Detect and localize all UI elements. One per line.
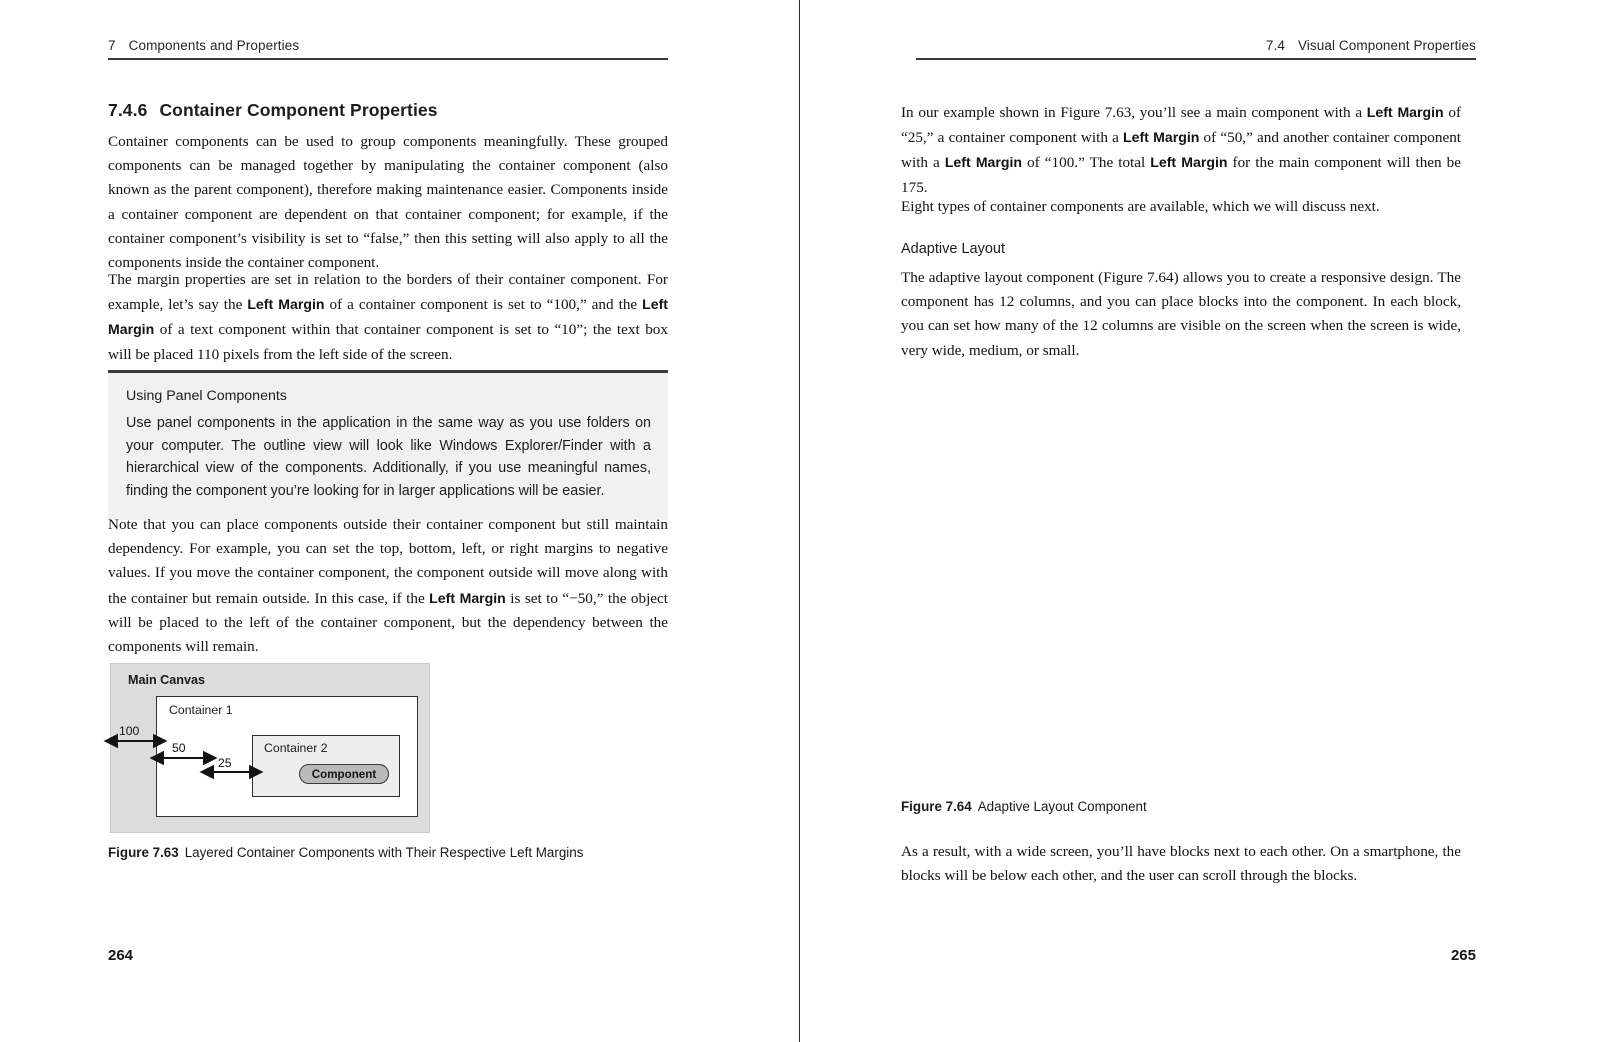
- figure-7-64-caption: [901, 799, 1147, 814]
- left-running-head-chapter-number: 7: [108, 38, 116, 53]
- component-pill: Component: [299, 764, 389, 784]
- right-header-rule: [916, 58, 1476, 60]
- right-folio: 265: [1450, 947, 1476, 964]
- section-heading-number: 7.4.6: [108, 100, 148, 120]
- left-running-head: [108, 38, 299, 53]
- figure-7-63-caption-number: Figure 7.63: [108, 845, 179, 860]
- lp2-part3: of a text component within that container component is set to “10”; the text box will be placed 110 pixels from the left side of the screen.: [108, 321, 668, 363]
- right-paragraph-4: As a result, with a wide screen, you’ll have blocks next to each other. On a smartphone, the blocks will be below each other, and the user can scroll through the blocks.: [901, 843, 1461, 885]
- rp1-part5: for the main component will then be 175.: [901, 154, 1461, 196]
- section-heading-title: Container Component Properties: [159, 100, 438, 120]
- lp3-part1: Note that you can place components outside their container component but still maintain dependency. For example, you can set the top, bottom, left, or right margins to negative values. If you move the container component, the component outside will move along with the container but remain outside. In this case, if the: [108, 516, 668, 607]
- dimension-label-100: 100: [119, 724, 140, 738]
- right-paragraph-1: [901, 100, 1461, 200]
- rp1-part1: In our example shown in Figure 7.63, you’ll see a main component with a: [901, 104, 1367, 121]
- left-paragraph-1: Container components can be used to group components meaningfully. These grouped components can be managed together by manipulating the container component (also known as the parent component), therefore making maintenance easier. Components inside a container component are dependent on that container component; for example, if the container component’s visibility is set to “false,” then this setting will also apply to all the components inside the container component.: [108, 133, 668, 272]
- left-running-head-title: Components and Properties: [128, 38, 300, 53]
- rp1-part3: of “50,” and another container component with a: [901, 129, 1462, 172]
- dimension-label-50: 50: [172, 741, 186, 755]
- callout-body: Use panel components in the application in the same way as you use folders on your computer. The outline view will look like Windows Explorer/Finder with a hierarchical view of the components. Additionally, if you use meaningful names, finding the component you’re looking for in larger applications will be easier.: [126, 415, 651, 499]
- right-running-head: [1266, 38, 1476, 53]
- lp3-part2: is set to “−50,” the object will be placed to the left of the container component, but the dependency between the components will remain.: [108, 589, 668, 656]
- dimension-arrows: [111, 664, 431, 834]
- right-running-head-title: Visual Component Properties: [1297, 38, 1476, 53]
- section-heading: [108, 100, 438, 121]
- rp1-bold3: Left Margin: [944, 154, 1023, 171]
- rp1-bold2: Left Margin: [1123, 129, 1200, 146]
- lp3-bold1: Left Margin: [429, 589, 506, 606]
- left-paragraph-2: [108, 268, 668, 367]
- rp1-bold1: Left Margin: [1366, 104, 1444, 120]
- left-paragraph-3: [108, 513, 668, 659]
- figure-7-64-caption-number: Figure 7.64: [901, 799, 972, 814]
- left-folio: 264: [108, 947, 134, 964]
- rp1-part2: of “25,” a container component with a: [901, 104, 1462, 147]
- main-canvas-label: Main Canvas: [128, 673, 205, 687]
- rp1-bold4: Left Margin: [1150, 154, 1228, 171]
- dimension-label-25: 25: [218, 756, 232, 770]
- right-running-head-number: 7.4: [1265, 38, 1285, 53]
- figure-7-63-diagram: [110, 663, 430, 833]
- callout-box: [108, 370, 668, 520]
- container-1-label: Container 1: [169, 703, 233, 717]
- lp2-part1: The margin properties are set in relation to the borders of their container component. For example, let’s say the: [108, 271, 668, 314]
- right-paragraph-2: Eight types of container components are available, which we will discuss next.: [901, 198, 1380, 215]
- right-page: [800, 0, 1600, 1042]
- subheading-adaptive-layout: Adaptive Layout: [901, 241, 1005, 257]
- lp2-part2: of a container component is set to “100,” and the: [324, 296, 643, 314]
- callout-title: Using Panel Components: [126, 388, 287, 404]
- figure-7-63-caption-text: Layered Container Components with Their Respective Left Margins: [184, 845, 584, 860]
- figure-7-63-caption: [108, 845, 583, 860]
- rp1-part4: of “100.” The total: [1022, 154, 1151, 172]
- container-2-label: Container 2: [264, 741, 328, 755]
- lp2-bold2: Left Margin: [108, 296, 668, 338]
- right-paragraph-3: The adaptive layout component (Figure 7.64) allows you to create a responsive design. The component has 12 columns, and you can place blocks into the component. In each block, you can set how many of the 12 columns are visible on the screen when the screen is wide, very wide, medium, or small.: [901, 269, 1461, 359]
- figure-7-64-caption-text: Adaptive Layout Component: [977, 799, 1147, 814]
- lp2-bold1: Left Margin: [247, 296, 325, 313]
- left-header-rule: [108, 58, 668, 60]
